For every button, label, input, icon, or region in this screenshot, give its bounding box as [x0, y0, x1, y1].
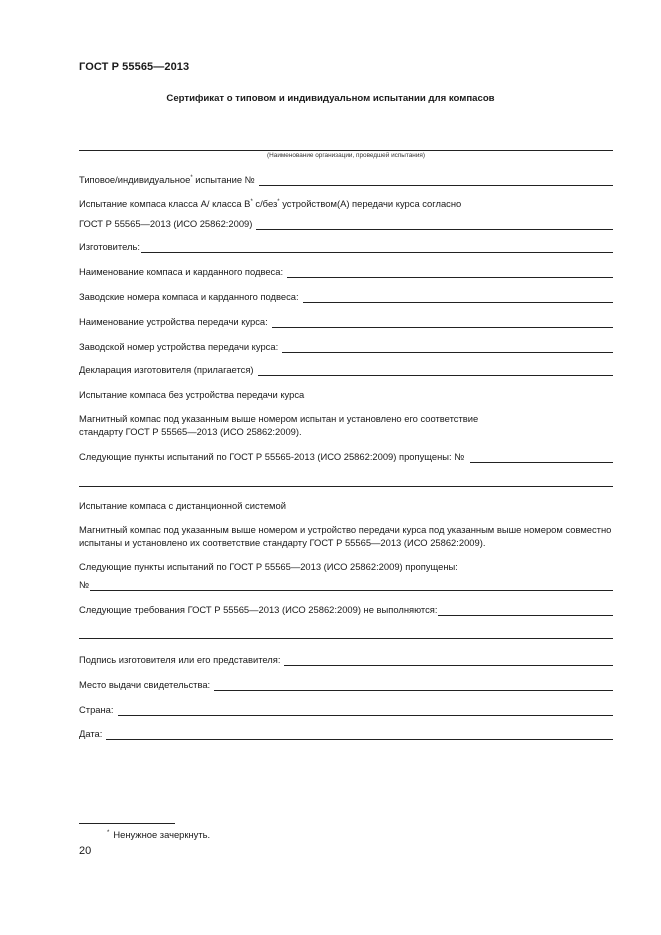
standard-ref-field[interactable]: [256, 219, 613, 230]
not-met-continuation-line[interactable]: [79, 638, 613, 639]
device-name-field[interactable]: [272, 317, 613, 328]
footnote-rule: [79, 823, 175, 824]
declaration-field[interactable]: [258, 365, 613, 376]
standard-ref-label: ГОСТ Р 55565—2013 (ИСО 25862:2009): [79, 218, 253, 229]
standard-designation: ГОСТ Р 55565—2013: [79, 61, 190, 73]
device-name-row: [79, 316, 613, 328]
section1-skipped-label: Следующие пункты испытаний по ГОСТ Р 55565-2013 (ИСО 25862:2009) пропущены: №: [79, 451, 465, 462]
compass-name-row: [79, 266, 613, 278]
section2-number-field[interactable]: [90, 580, 613, 591]
manufacturer-field[interactable]: [141, 242, 613, 253]
page-number: 20: [79, 845, 92, 857]
place-row: [79, 679, 613, 691]
signature-row: [79, 654, 613, 666]
section1-paragraph: Магнитный компас под указанным выше номером испытан и установлено его соответствие стандарту ГОСТ Р 55565—2013 (ИСО 25862:2009).: [79, 413, 479, 437]
device-name-label: Наименование устройства передачи курса:: [79, 316, 268, 327]
manufacturer-row: [79, 241, 613, 253]
not-met-row: [79, 604, 613, 616]
device-serial-field[interactable]: [282, 342, 613, 353]
document-title: Сертификат о типовом и индивидуальном испытании для компасов: [166, 93, 495, 104]
serial-numbers-field[interactable]: [303, 292, 613, 303]
compass-name-field[interactable]: [287, 267, 613, 278]
manufacturer-label: Изготовитель:: [79, 241, 140, 252]
place-label: Место выдачи свидетельства:: [79, 679, 211, 690]
not-met-field[interactable]: [438, 605, 613, 616]
footnote-mark: *: [250, 199, 253, 205]
signature-label: Подпись изготовителя или его представителя:: [79, 654, 281, 665]
footnote-mark: *: [190, 175, 193, 181]
footnote: [107, 829, 210, 840]
test-number-field[interactable]: [259, 175, 613, 186]
section1-continuation-line[interactable]: [79, 486, 613, 487]
number-sign-label: №: [79, 579, 90, 590]
device-serial-label: Заводской номер устройства передачи курса:: [79, 341, 279, 352]
serial-numbers-row: [79, 291, 613, 303]
section1-skipped-row: [79, 451, 613, 463]
section2-heading: Испытание компаса с дистанционной системой: [79, 500, 286, 511]
place-field[interactable]: [214, 680, 613, 691]
section2-number-row: [79, 579, 613, 591]
date-label: Дата:: [79, 728, 103, 739]
standard-ref-row: [79, 218, 613, 230]
footnote-mark: *: [277, 199, 280, 205]
date-field[interactable]: [106, 729, 613, 740]
declaration-row: [79, 364, 613, 376]
signature-field[interactable]: [284, 655, 613, 666]
device-serial-row: [79, 341, 613, 353]
section1-heading: Испытание компаса без устройства передачи курса: [79, 389, 305, 400]
compass-name-label: Наименование компаса и карданного подвеса:: [79, 266, 284, 277]
section2-skipped-label: Следующие пункты испытаний по ГОСТ Р 55565—2013 (ИСО 25862:2009) пропущены:: [79, 561, 458, 572]
not-met-label: Следующие требования ГОСТ Р 55565—2013 (ИСО 25862:2009) не выполняются:: [79, 604, 438, 615]
country-row: [79, 704, 613, 716]
test-type-label: Типовое/индивидуальное* испытание №: [79, 174, 255, 185]
compass-class-label: Испытание компаса класса А/ класса В* с/без* устройством(А) передачи курса согласно: [79, 198, 462, 209]
declaration-label: Декларация изготовителя (прилагается): [79, 364, 254, 375]
serial-numbers-label: Заводские номера компаса и карданного подвеса:: [79, 291, 299, 302]
organization-caption: (Наименование организации, проведшей испытания): [267, 152, 425, 159]
country-field[interactable]: [118, 705, 614, 716]
date-row: [79, 728, 613, 740]
section1-skipped-field[interactable]: [470, 452, 613, 463]
test-type-row: [79, 174, 613, 186]
compass-class-row: [79, 198, 613, 210]
footnote-mark: *: [107, 830, 110, 836]
section2-paragraph: Магнитный компас под указанным выше номером и устройство передачи курса под указанным выше номером совместно испытаны и установлено их соответствие стандарту ГОСТ Р 55565—2013 (ИСО 25862:2009).: [79, 524, 612, 548]
footnote-text: Ненужное зачеркнуть.: [113, 829, 211, 840]
country-label: Страна:: [79, 704, 114, 715]
organization-line[interactable]: [79, 150, 613, 151]
